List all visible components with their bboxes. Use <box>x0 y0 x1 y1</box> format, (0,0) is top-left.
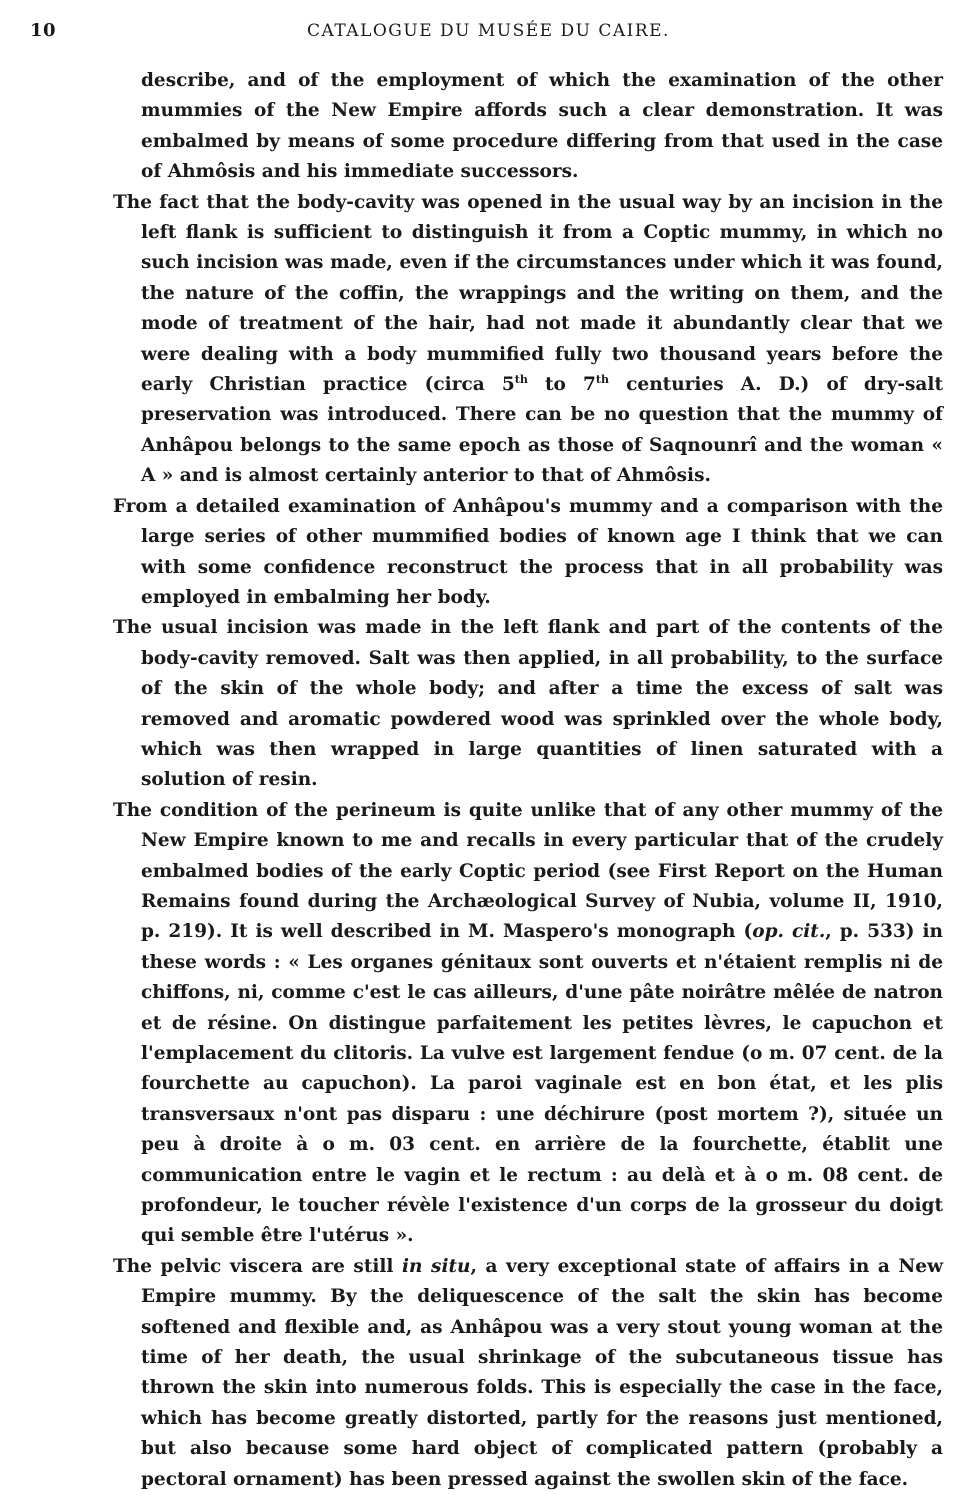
paragraph-perineum <box>113 796 943 1252</box>
superscript-th: th <box>514 372 528 386</box>
paragraph-pelvic-viscera <box>113 1252 943 1495</box>
paragraph-text: From a detailed examination of Anhâpou's mummy and a comparison with the large series of other mummified bodies of known age I think that we can with some confidence reconstruct the process that in all probability was employed in embalming her body. <box>113 495 943 608</box>
paragraph-body-cavity <box>113 188 943 492</box>
paragraph-text-b: , a very exceptional state of affairs in a New Empire mummy. By the deliquescence of the salt the skin has become softened and flexible and, as Anhâpou was a very stout young woman at the time of her death, the usual shrinkage of the subcutaneous tissue has thrown the skin into numerous folds. This is especially the case in the face, which has become greatly distorted, partly for the reasons just mentioned, but also because some hard object of complicated pattern (probably a pectoral ornament) has been pressed against the swollen skin of the face. <box>141 1255 943 1490</box>
running-title: CATALOGUE DU MUSÉE DU CAIRE. <box>307 21 670 41</box>
paragraph-text-b: , p. 533) in these words : « Les organes génitaux sont ouverts et n'étaient remplis ni de chiffons, ni, comme c'est le cas ailleurs, d'une pâte noirâtre mêlée de natron et de résine. On distingue parfaitement les petites lèvres, le capuchon et l'emplacement du clitoris. La vulve est largement fendue (o m. 07 cent. de la fourchette au capuchon). La paroi vaginale est en bon état, et les plis transversaux n'ont pas disparu : une déchirure (post mortem ?), située un peu à droite à o m. 03 cent. en arrière de la fourchette, établit une communication entre le vagin et le rectum : au delà et à o m. 08 cent. de profondeur, le toucher révèle l'existence d'un corps de la grosseur du doigt qui semble être l'utérus ». <box>141 921 943 1247</box>
italic-citation: op. cit. <box>752 921 826 943</box>
paragraph-text-b: to 7 <box>527 374 596 396</box>
paragraph-incision <box>113 613 943 795</box>
paragraph-text-a: The pelvic viscera are still <box>113 1255 403 1277</box>
superscript-th: th <box>595 372 610 386</box>
italic-term: in situ <box>402 1255 471 1277</box>
paragraph-text: The usual incision was made in the left flank and part of the contents of the body-cavity removed. Salt was then applied, in all probability, to the surface of the skin of the whole body; and after a time the excess of salt was removed and aromatic powdered wood was sprinkled over the whole body, which was then wrapped in large quantities of linen saturated with a solution of resin. <box>113 617 943 791</box>
body-text <box>113 66 943 1495</box>
paragraph-continuation <box>113 66 943 188</box>
paragraph-examination <box>113 492 943 614</box>
page-number: 10 <box>30 20 57 41</box>
paragraph-text-a: The fact that the body-cavity was opened in the usual way by an incision in the left flank is sufficient to distinguish it from a Coptic mummy, in which no such incision was made, even if the circumstances under which it was found, the nature of the coffin, the wrappings and the writing on them, and the mode of treatment of the hair, had not made it abundantly clear that we were dealing with a body mummified fully two thousand years before the early Christian practice (circa 5 <box>113 191 943 396</box>
paragraph-text-a: The condition of the perineum is quite unlike that of any other mummy of the New Empire known to me and recalls in every particular that of the crudely embalmed bodies of the early Coptic period (see First Report on the Human Remains found during the Archæological Survey of Nubia, volume II, 1910, p. 219). It is well described in M. Maspero's monograph ( <box>113 799 943 943</box>
paragraph-text-c: centuries A. D.) of dry-salt preservation was introduced. There can be no question that the mummy of Anhâpou belongs to the same epoch as those of Saqnounrî and the woman « A » and is almost certainly anterior to that of Ahmôsis. <box>141 374 943 487</box>
paragraph-text: describe, and of the employment of which the examination of the other mummies of the New Empire affords such a clear demonstration. It was embalmed by means of some procedure differing from that used in the case of Ahmôsis and his immediate successors. <box>141 70 943 183</box>
